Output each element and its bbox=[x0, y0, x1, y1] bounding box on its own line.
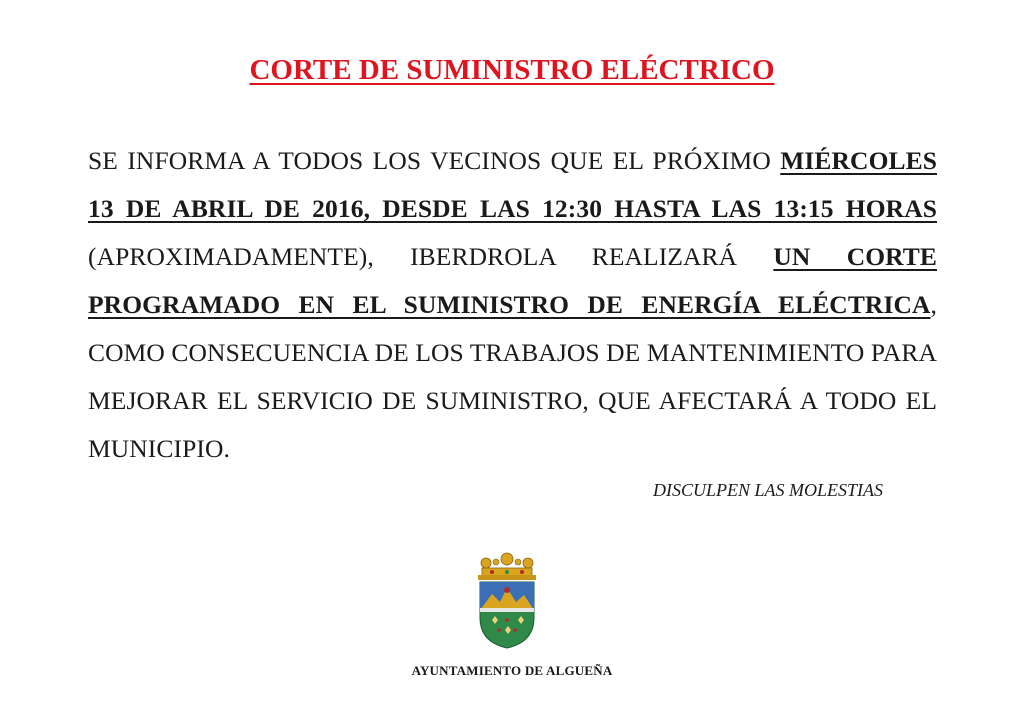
body-intro: SE INFORMA A TODOS LOS VECINOS QUE EL PRÓXIMO bbox=[88, 146, 781, 175]
body-approx: (APROXIMADAMENTE), IBERDROLA REALIZARÁ bbox=[88, 242, 774, 271]
shield bbox=[480, 582, 534, 648]
body-reason: , COMO CONSECUENCIA DE LOS TRABAJOS DE MANTENIMIENTO PARA MEJORAR EL SERVICIO DE SUMINISTRO, QUE AFECTARÁ A TODO EL MUNICIPIO. bbox=[88, 290, 937, 463]
coat-of-arms-icon bbox=[472, 550, 542, 650]
footer-municipality: AYUNTAMIENTO DE ALGUEÑA bbox=[411, 663, 613, 678]
notice-title-text: CORTE DE SUMINISTRO ELÉCTRICO bbox=[249, 54, 775, 86]
signoff: DISCULPEN LAS MOLESTIAS bbox=[652, 480, 883, 500]
body-action: UN CORTE PROGRAMADO EN EL SUMINISTRO DE ENERGÍA ELÉCTRICA bbox=[88, 242, 938, 319]
crown bbox=[478, 553, 536, 580]
notice-title bbox=[0, 52, 1024, 88]
body-date-range: MIÉRCOLES 13 DE ABRIL DE 2016, DESDE LAS 12:30 HASTA LAS 13:15 HORAS bbox=[88, 146, 937, 223]
notice-body bbox=[88, 137, 937, 473]
